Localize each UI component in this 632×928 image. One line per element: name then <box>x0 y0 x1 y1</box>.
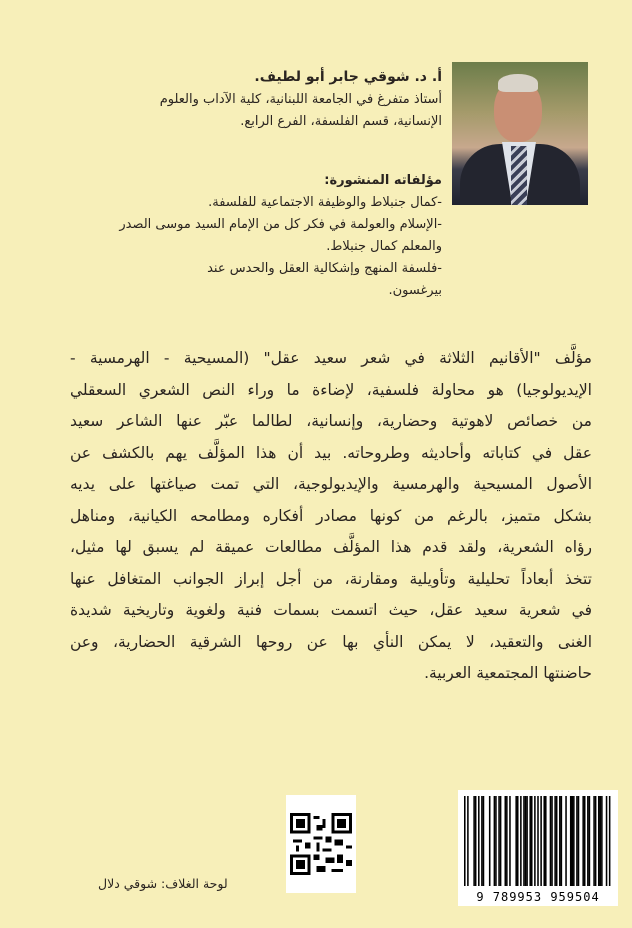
barcode-bar <box>570 796 572 886</box>
barcode-bar <box>559 796 561 886</box>
barcode-bar <box>506 796 508 886</box>
barcode-bar <box>598 796 600 886</box>
barcode-bar <box>551 796 553 886</box>
author-bio <box>159 66 442 133</box>
barcode-bar <box>495 796 497 886</box>
barcode-bar <box>531 796 533 886</box>
blurb-line: الأصول المسيحية والهرمسية والإيديولوجية، التي تمت صياغتها على يديه <box>70 475 592 493</box>
book-blurb <box>70 343 592 690</box>
author-photo <box>452 62 588 205</box>
barcode-bar <box>565 796 567 886</box>
barcode-bar <box>520 796 522 886</box>
barcode-bar <box>609 796 611 886</box>
barcode-bar <box>498 796 500 886</box>
published-works <box>119 170 442 302</box>
barcode-bar <box>534 796 536 886</box>
barcode-bar <box>478 796 480 886</box>
barcode-bar <box>556 796 558 886</box>
barcode-bar <box>589 796 591 886</box>
barcode-bar <box>576 796 578 886</box>
barcode-bar <box>500 796 502 886</box>
work-item: -كمال جنبلاط والوظيفة الاجتماعية للفلسفة. <box>208 195 442 210</box>
blurb-line: حاضنتها المجتمعية العربية. <box>424 664 592 682</box>
works-heading: مؤلفاته المنشورة: <box>324 173 442 188</box>
barcode-bar <box>489 796 491 886</box>
isbn-number: 9 789953 959504 <box>476 890 600 904</box>
barcode-bar <box>593 796 595 886</box>
barcode-bar <box>582 796 584 886</box>
barcode-bar <box>573 796 575 886</box>
barcode-bar <box>526 796 528 886</box>
barcode-bar <box>543 796 545 886</box>
blurb-line: تتخذ أبعاداً تحليلية وتأويلية ومقارنة، من أجل إبراز الجوانب المتغافل عنها <box>70 569 592 588</box>
barcode-bar <box>545 796 547 886</box>
barcode-bar <box>517 796 519 886</box>
barcode-bar <box>554 796 556 886</box>
barcode-bar <box>529 796 531 886</box>
work-item: -الإسلام والعولمة في فكر كل من الإمام السيد موسى الصدر <box>119 217 442 232</box>
author-name: أ. د. شوقي جابر أبو لطيف. <box>254 69 442 85</box>
photo-hair <box>498 74 538 92</box>
qr-code-icon <box>290 813 352 875</box>
blurb-line: في شعرية سعيد عقل، حيث اتسمت بسمات فنية ولغوية وتاريخية شديدة <box>70 601 592 619</box>
barcode-bar <box>473 796 475 886</box>
barcode-bar <box>481 796 483 886</box>
barcode-bar <box>601 796 603 886</box>
blurb-line: الغنى والتعقيد، لا يمكن النأي بها عن روحها الشرقية الحضارية، وعن <box>70 632 592 651</box>
blurb-line: عقل في كتاباته وأحاديثه وطروحاته. بيد أن هذا المؤلَّف يهم بالكشف عن <box>70 443 592 462</box>
barcode-bar <box>537 796 539 886</box>
barcode-bar <box>578 796 580 886</box>
barcode-bar <box>600 796 602 886</box>
blurb-line: رؤاه الشعرية، ولقد قدم هذا المؤلَّف مطالعات عميقة لم يسبق لها مثيل، <box>70 538 592 556</box>
barcode-bar <box>467 796 469 886</box>
work-item: والمعلم كمال جنبلاط. <box>326 239 442 254</box>
barcode-bar <box>464 796 466 886</box>
cover-credit: لوحة الغلاف: شوقي دلال <box>98 876 228 891</box>
barcode-bar <box>595 796 597 886</box>
blurb-line: الإيديولوجيا) هو محاولة فلسفية، لإضاءة ما وراء النص الشعري السعقلي <box>70 380 592 399</box>
barcode-bar <box>505 796 507 886</box>
qr-code <box>286 795 356 893</box>
blurb-line: بشكل متميز، بالرغم من كونها مصادر أفكاره ومطامحه الكيانية، ومناهل <box>70 506 592 525</box>
isbn-barcode <box>458 790 618 906</box>
barcode-bar <box>587 796 589 886</box>
barcode-bars <box>464 796 612 886</box>
blurb-line: مؤلَّف "الأقانيم الثلاثة في شعر سعيد عقل" (المسيحية - الهرمسية - <box>70 349 592 367</box>
barcode-bar <box>509 796 511 886</box>
photo-tie <box>511 146 527 205</box>
work-item: -فلسفة المنهج وإشكالية العقل والحدس عند بيرغسون. <box>207 261 442 298</box>
barcode-bar <box>523 796 525 886</box>
barcode-bar <box>571 796 573 886</box>
barcode-bar <box>584 796 586 886</box>
barcode-bar <box>540 796 542 886</box>
bio-line: الإنسانية، قسم الفلسفة، الفرع الرابع. <box>240 114 442 129</box>
barcode-bar <box>561 796 563 886</box>
bio-line: أستاذ متفرغ في الجامعة اللبنانية، كلية الآداب والعلوم <box>159 92 442 107</box>
barcode-bar <box>525 796 527 886</box>
barcode-bar <box>515 796 517 886</box>
barcode-bar <box>475 796 477 886</box>
barcode-bar <box>606 796 608 886</box>
barcode-bar <box>483 796 485 886</box>
barcode-bar <box>494 796 496 886</box>
blurb-line: من خصائص لاهوتية وحضارية، وإنسانية، لطالما عبّر عنها الشاعر سعيد <box>70 412 592 430</box>
barcode-bar <box>550 796 552 886</box>
